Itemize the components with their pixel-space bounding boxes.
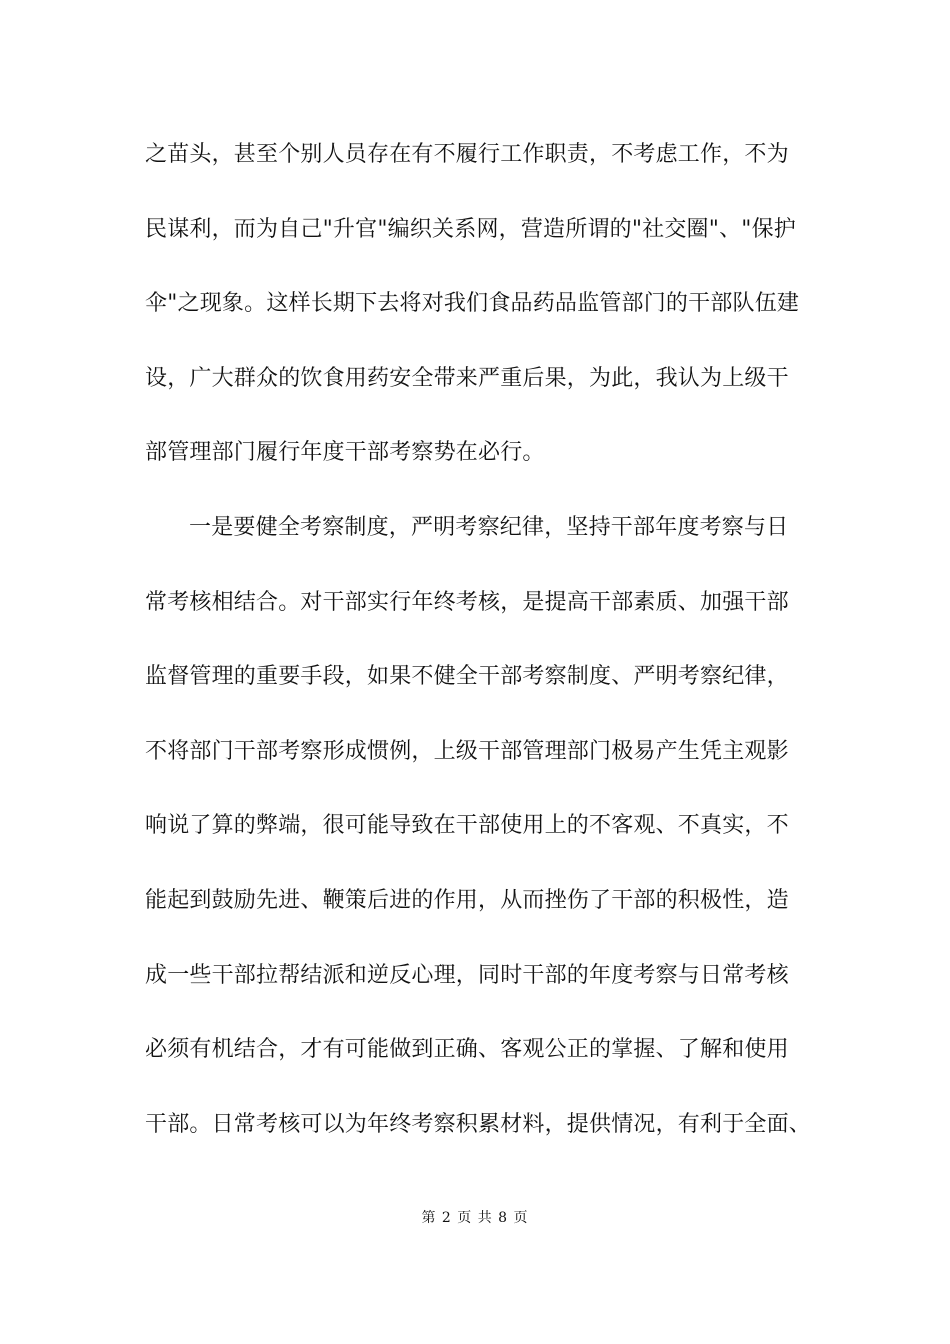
text-line: 部管理部门履行年度干部考察势在必行。 [145,440,545,466]
text-line: 干部。日常考核可以为年终考察积累材料，提供情况，有利于全面、 [145,1111,812,1137]
body-text [145,135,825,1179]
text-line: 设，广大群众的饮食用药安全带来严重后果，为此，我认为上级干 [145,365,789,391]
paragraph-start-line: 一是要健全考察制度，严明考察纪律，坚持干部年度考察与日 [189,514,789,540]
text-line: 不将部门干部考察形成惯例，上级干部管理部门极易产生凭主观影 [145,738,789,764]
text-line: 能起到鼓励先进、鞭策后进的作用，从而挫伤了干部的积极性，造 [145,887,789,913]
text-line: 伞"之现象。这样长期下去将对我们食品药品监管部门的干部队伍建 [145,291,800,317]
text-line: 响说了算的弊端，很可能导致在干部使用上的不客观、不真实，不 [145,813,789,839]
text-line: 监督管理的重要手段，如果不健全干部考察制度、严明考察纪律， [145,664,789,690]
text-line: 民谋利，而为自己"升官"编织关系网，营造所谓的"社交圈"、"保护 [145,216,796,242]
text-line: 之苗头，甚至个别人员存在有不履行工作职责，不考虑工作，不为 [145,142,789,167]
page-number-footer: 第 2 页 共 8 页 [421,1210,529,1226]
text-line: 常考核相结合。对干部实行年终考核，是提高干部素质、加强干部 [145,589,789,615]
text-line: 成一些干部拉帮结派和逆反心理，同时干部的年度考察与日常考核 [145,962,789,988]
text-line: 必须有机结合，才有可能做到正确、客观公正的掌握、了解和使用 [145,1037,789,1063]
